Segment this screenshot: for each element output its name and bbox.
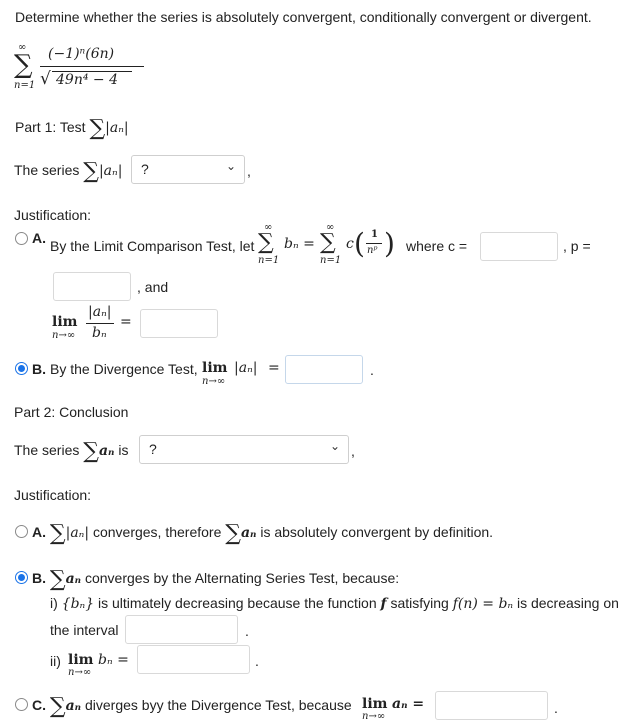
part2-conclusion-select[interactable] — [139, 435, 349, 464]
part2-option-a-line: A. ∑|aₙ| converges, therefore ∑aₙ is absolutely convergent by definition. — [32, 521, 494, 546]
sigma-icon: ∑ — [89, 116, 106, 141]
sum-lower: n=1 — [14, 80, 36, 91]
part2-option-c-line: C. ∑aₙ diverges byy the Divergence Test, because — [32, 694, 352, 719]
equals-sign: = — [120, 314, 132, 330]
limit-ratio-input[interactable] — [140, 309, 218, 338]
trailing-period: . — [370, 362, 374, 378]
ii-limit-input[interactable] — [137, 645, 250, 674]
part1-heading-math: |aₙ| — [105, 120, 129, 136]
part1-option-b-text: By the Divergence Test, — [50, 361, 198, 377]
option-c-text: diverges byy the Divergence Test, because — [84, 697, 352, 713]
select-value: ? — [141, 161, 149, 177]
c-limit-formula — [362, 690, 432, 726]
sigma-icon: ∑ — [49, 694, 66, 719]
sum-upper: ∞ — [264, 222, 273, 233]
lim-sub: n→∞ — [52, 330, 76, 341]
i-text-2: is ultimately decreasing because the function — [98, 595, 377, 611]
part2-option-a-radio[interactable] — [15, 525, 28, 538]
question-text: Determine whether the series is absolutely convergent, conditionally convergent or divergent. — [15, 9, 592, 25]
an-label: aₙ = — [392, 696, 425, 712]
sigma-icon: ∑ — [14, 50, 33, 80]
and-label: , and — [137, 279, 169, 295]
sum-lower: n=1 — [258, 255, 280, 266]
option-letter: A. — [32, 524, 46, 540]
i-text-3: satisfying — [390, 595, 449, 611]
option-letter: C. — [32, 697, 46, 713]
sigma-icon: ∑ — [258, 230, 274, 255]
sigma-icon: ∑ — [83, 159, 99, 184]
series-label-text: The series — [14, 162, 80, 178]
frac-one: 1 — [371, 229, 378, 240]
frac-den: bₙ — [92, 325, 107, 341]
series-math: |aₙ| — [98, 163, 123, 179]
option-a-text-2: is absolutely convergent by definition. — [260, 524, 494, 540]
fraction-bar — [366, 243, 382, 244]
part2-option-b-i-line: i) {bₙ} is ultimately decreasing because the function f satisfying f(n) = bₙ is decreasing on — [50, 595, 619, 612]
lim-sub: n→∞ — [202, 376, 226, 387]
is-label: is — [118, 442, 129, 458]
lim-text: lim — [68, 652, 94, 668]
trailing-comma: , — [247, 163, 251, 179]
sigma-icon: ∑ — [49, 521, 66, 546]
sigma-icon: ∑ — [225, 521, 241, 546]
frac-num: |aₙ| — [88, 304, 112, 320]
sum-upper: ∞ — [326, 222, 335, 233]
c-limit-input[interactable] — [435, 691, 548, 720]
chevron-down-icon: ⌄ — [329, 439, 340, 453]
part1-series-label — [14, 161, 122, 183]
part2-option-b-radio[interactable] — [15, 571, 28, 584]
series-label-text: The series — [14, 442, 80, 458]
i-label: i) — [50, 595, 58, 611]
part1-heading — [15, 118, 129, 140]
left-paren: ( — [354, 227, 365, 260]
lim-sub: n→∞ — [362, 711, 386, 722]
fraction-bar — [86, 323, 114, 324]
c-over-np-formula — [320, 222, 410, 270]
right-paren: ) — [384, 227, 395, 260]
p-value-input[interactable] — [53, 272, 131, 301]
interval-input[interactable] — [125, 615, 238, 644]
part2-justification: Justification: — [14, 487, 92, 503]
series-math: aₙ — [98, 443, 115, 459]
part1-option-b-letter: B. — [32, 361, 46, 377]
ii-limit-formula — [50, 645, 140, 681]
ii-label: ii) — [50, 653, 61, 669]
lim-sub: n→∞ — [68, 667, 92, 678]
option-a-text-1: converges, therefore — [92, 524, 222, 540]
part1-option-a-letter: A. — [32, 230, 46, 246]
c-value-input[interactable] — [480, 232, 558, 261]
series-numerator: (−1)ⁿ(6n) — [48, 46, 115, 62]
chevron-down-icon: ⌄ — [225, 159, 236, 173]
part2-option-c-radio[interactable] — [15, 698, 28, 711]
sigma-icon: ∑ — [83, 439, 99, 464]
sum-upper: ∞ — [18, 42, 27, 53]
divergence-limit-formula — [202, 354, 282, 390]
bn-sum-formula — [258, 222, 315, 270]
part1-option-a-text: By the Limit Comparison Test, let — [50, 238, 255, 254]
sigma-icon: ∑ — [49, 567, 66, 592]
sum-lower: n=1 — [320, 255, 342, 266]
trailing-period: . — [245, 623, 249, 639]
limit-ratio-formula — [52, 304, 142, 344]
trailing-comma: , — [351, 443, 355, 459]
where-c-label: where c = — [406, 238, 468, 254]
frac-np: nᵖ — [367, 245, 378, 256]
divergence-limit-input[interactable] — [285, 355, 363, 384]
bn-label: bₙ = — [98, 652, 129, 668]
fraction-bar — [40, 66, 144, 67]
abs-an: |aₙ| — [234, 360, 258, 376]
interval-label: the interval — [50, 622, 119, 638]
lim-text: lim — [362, 696, 388, 712]
part1-heading-text: Part 1: Test — [15, 119, 86, 135]
select-value: ? — [149, 441, 157, 457]
trailing-period: . — [554, 700, 558, 716]
option-b-text: converges by the Alternating Series Test, because: — [84, 570, 400, 586]
sigma-icon: ∑ — [320, 230, 336, 255]
i-text-4: is decreasing on — [516, 595, 619, 611]
lim-text: lim — [202, 360, 228, 376]
p-label: , p = — [563, 238, 591, 254]
bn-equals: bₙ = — [284, 236, 315, 252]
part1-convergence-select[interactable] — [131, 155, 245, 184]
lim-text: lim — [52, 314, 78, 330]
equals-sign: = — [268, 360, 280, 376]
option-letter: B. — [32, 570, 46, 586]
series-formula — [14, 44, 134, 96]
part1-option-b-radio[interactable] — [15, 362, 28, 375]
part2-option-b-line: B. ∑aₙ converges by the Alternating Series Test, because: — [32, 567, 400, 592]
trailing-period: . — [255, 653, 259, 669]
part2-heading: Part 2: Conclusion — [14, 404, 129, 420]
part1-justification: Justification: — [14, 207, 92, 223]
c-symbol: c — [346, 236, 354, 252]
part2-series-label — [14, 441, 128, 463]
sqrt-icon: √ — [40, 69, 51, 89]
part1-option-a-radio[interactable] — [15, 232, 28, 245]
series-denominator: 49n⁴ − 4 — [56, 72, 118, 88]
